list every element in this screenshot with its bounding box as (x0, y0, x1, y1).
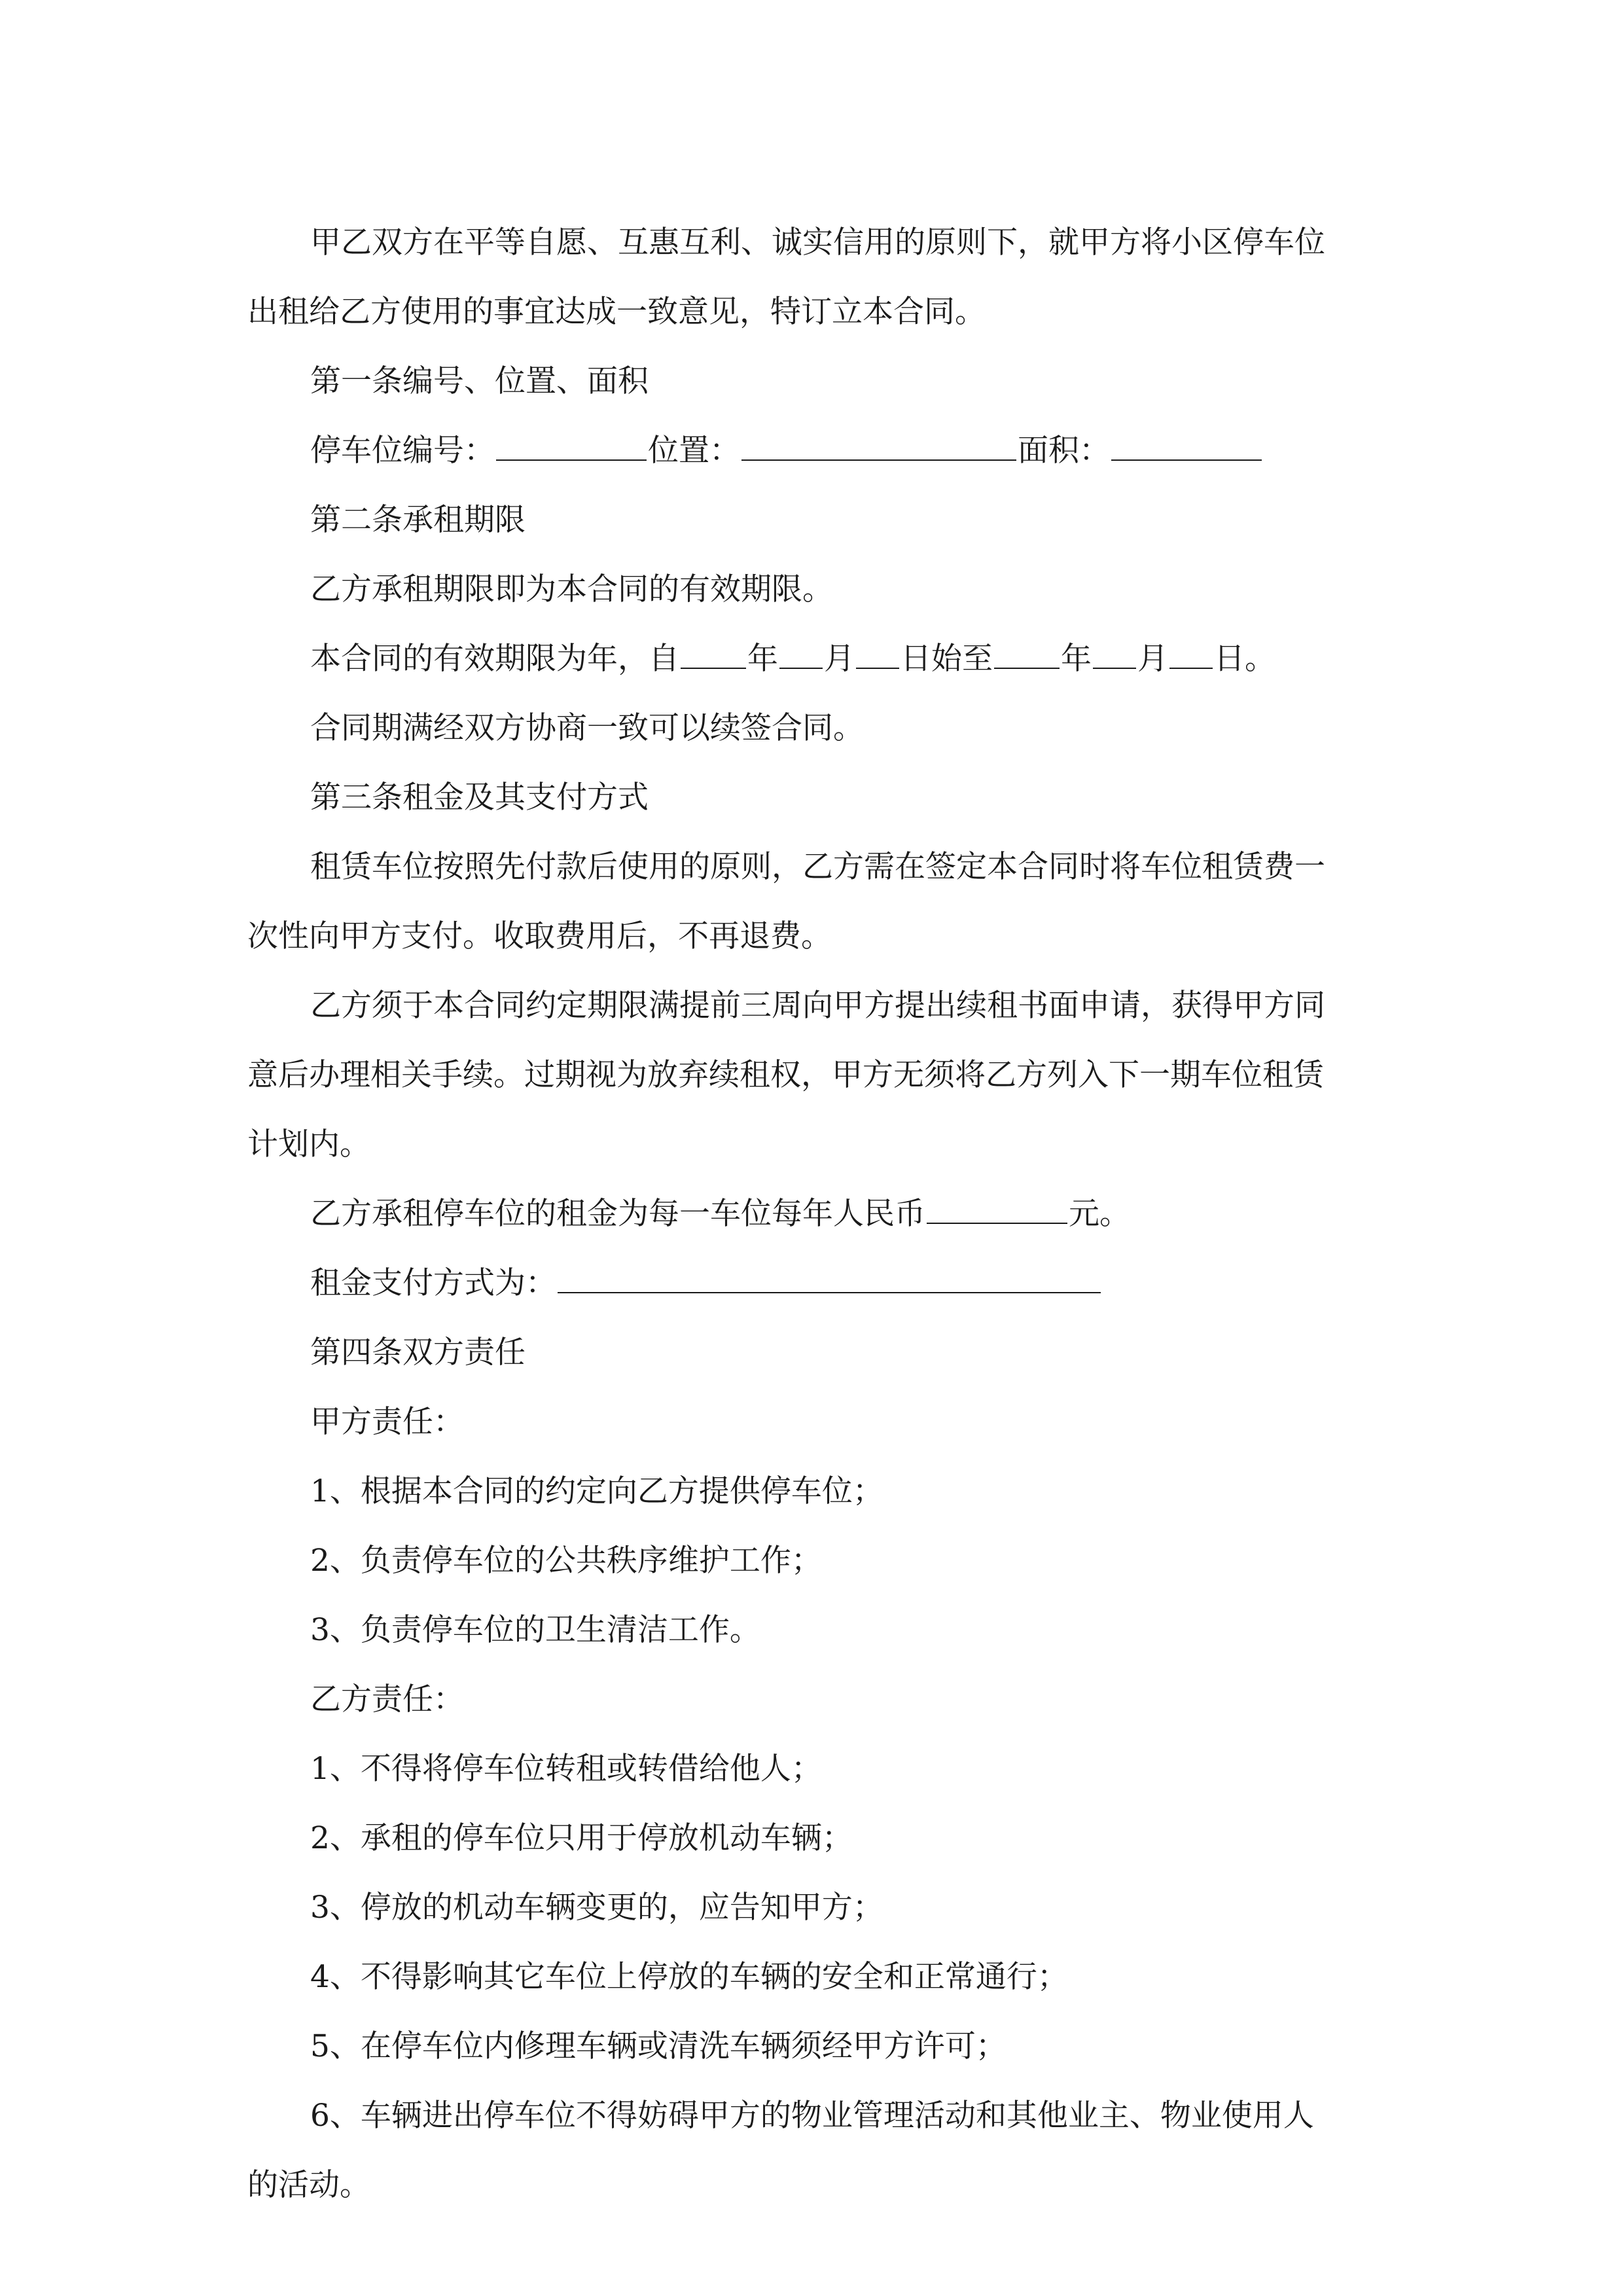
end-day-blank[interactable] (1169, 643, 1213, 669)
parking-number-label: 停车位编号： (310, 433, 495, 469)
article-1-fields (247, 416, 1386, 486)
year-label-2: 年 (1061, 641, 1092, 677)
article-3-payment-line (247, 1249, 1386, 1318)
rent-unit: 元。 (1069, 1196, 1130, 1232)
article-3-rent-line (247, 1179, 1386, 1249)
term-text: 本合同的有效期限为年，自 (310, 641, 679, 677)
end-year-blank[interactable] (994, 643, 1060, 669)
article-3-paragraph-2-line-2: 意后办理相关手续。过期视为放弃续租权，甲方无须将乙方列入下一期车位租赁 (247, 1057, 1324, 1093)
article-3-paragraph-1-line-1: 租赁车位按照先付款后使用的原则，乙方需在签定本合同时将车位租赁费一 (310, 849, 1325, 885)
article-3-paragraph-1-line-2: 次性向甲方支付。收取费用后，不再退费。 (247, 918, 832, 954)
party-a-item: 2、负责停车位的公共秩序维护工作； (310, 1543, 822, 1579)
party-b-item: 4、不得影响其它车位上停放的车辆的安全和正常通行； (310, 1959, 1068, 1995)
intro-paragraph-line-2: 出租给乙方使用的事宜达成一致意见，特订立本合同。 (247, 294, 986, 330)
day-end-label: 日。 (1214, 641, 1275, 677)
article-3-paragraph-2-line-3: 计划内。 (247, 1126, 370, 1162)
party-b-item: 1、不得将停车位转租或转借给他人； (310, 1751, 822, 1787)
party-b-item: 2、承租的停车位只用于停放机动车辆； (310, 1820, 853, 1856)
location-blank[interactable] (741, 435, 1016, 461)
document-body (247, 208, 1386, 2220)
start-month-blank[interactable] (779, 643, 823, 669)
location-label: 位置： (648, 433, 740, 469)
rent-amount-blank[interactable] (927, 1198, 1067, 1224)
payment-method-blank[interactable] (558, 1267, 1101, 1293)
end-month-blank[interactable] (1093, 643, 1136, 669)
article-2-term-line (247, 624, 1386, 694)
parking-number-blank[interactable] (496, 435, 647, 461)
party-a-item: 3、负责停车位的卫生清洁工作。 (310, 1612, 760, 1648)
article-1-title: 第一条编号、位置、面积 (310, 363, 649, 399)
party-b-item: 5、在停车位内修理车辆或清洗车辆须经甲方许可； (310, 2028, 1007, 2064)
article-4-title: 第四条双方责任 (310, 1335, 526, 1371)
party-a-title: 甲方责任： (310, 1404, 464, 1440)
month-label-2: 月 (1137, 641, 1168, 677)
year-label: 年 (747, 641, 778, 677)
article-2-paragraph-3: 合同期满经双方协商一致可以续签合同。 (310, 710, 864, 746)
article-3-title: 第三条租金及其支付方式 (310, 780, 649, 816)
party-a-item: 1、根据本合同的约定向乙方提供停车位； (310, 1473, 883, 1509)
month-label: 月 (824, 641, 855, 677)
intro-paragraph-line-1: 甲乙双方在平等自愿、互惠互利、诚实信用的原则下，就甲方将小区停车位 (310, 224, 1325, 260)
party-b-item-6-line-1: 6、车辆进出停车位不得妨碍甲方的物业管理活动和其他业主、物业使用人 (310, 2098, 1314, 2134)
area-blank[interactable] (1111, 435, 1262, 461)
party-b-item-6-line-2: 的活动。 (247, 2167, 370, 2203)
start-year-blank[interactable] (681, 643, 746, 669)
start-day-blank[interactable] (856, 643, 899, 669)
payment-method-label: 租金支付方式为： (310, 1265, 556, 1301)
area-label: 面积： (1018, 433, 1110, 469)
article-2-paragraph-1: 乙方承租期限即为本合同的有效期限。 (310, 571, 833, 607)
article-2-title: 第二条承租期限 (310, 502, 526, 538)
rent-text: 乙方承租停车位的租金为每一车位每年人民币 (310, 1196, 925, 1232)
day-start-label: 日始至 (901, 641, 993, 677)
party-b-title: 乙方责任： (310, 1681, 464, 1717)
party-b-item: 3、停放的机动车辆变更的，应告知甲方； (310, 1890, 883, 1926)
article-3-paragraph-2-line-1: 乙方须于本合同约定期限满提前三周向甲方提出续租书面申请，获得甲方同 (310, 988, 1325, 1024)
